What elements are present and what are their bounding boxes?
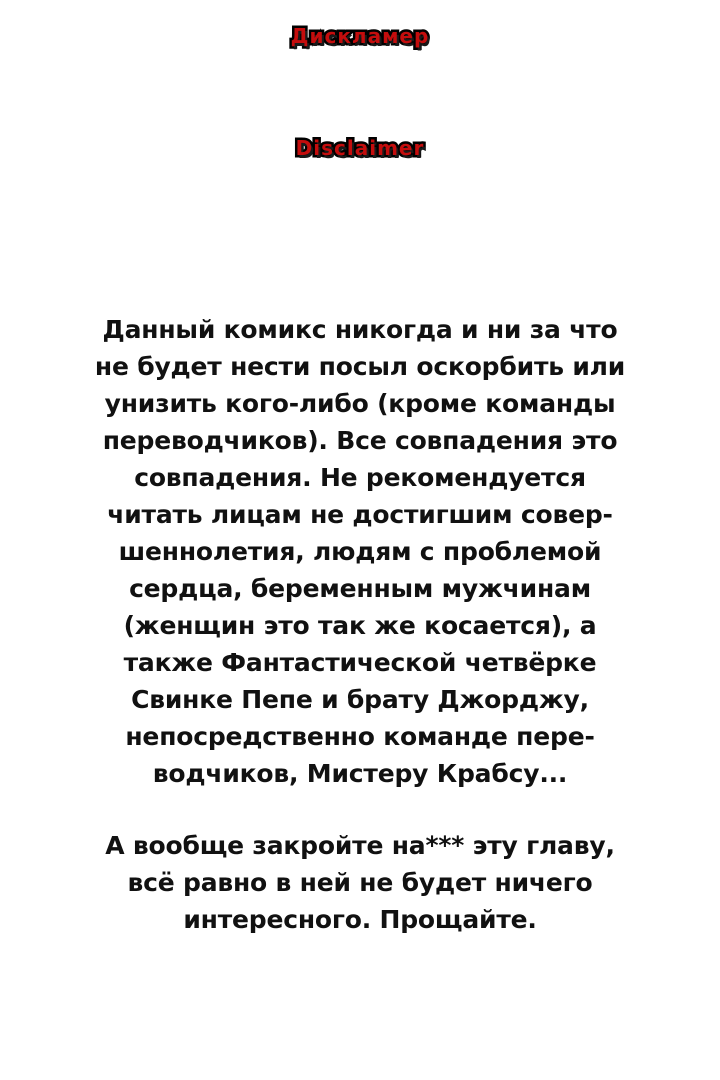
text-line: всё равно в ней не будет ничего	[127, 868, 593, 897]
closing-paragraph	[60, 827, 660, 938]
text-line: А вообще закройте на*** эту главу,	[105, 831, 615, 860]
text-line: водчиков, Мистеру Крабсу...	[152, 759, 568, 788]
title-russian: Дискламер	[290, 24, 430, 48]
text-line: интересного. Прощайте.	[183, 905, 537, 934]
text-line: непосредственно команде пере-	[125, 722, 595, 751]
text-line: также Фантастической четвёрке	[123, 648, 597, 677]
text-line: читать лицам не достигшим совер-	[107, 500, 613, 529]
text-line: унизить кого-либо (кроме команды	[104, 389, 616, 418]
text-line: переводчиков). Все совпадения это	[102, 426, 618, 455]
text-line: сердца, беременным мужчинам	[129, 574, 591, 603]
text-line: (женщин это так же косается), а	[123, 611, 597, 640]
disclaimer-paragraph	[60, 311, 660, 792]
text-line: совпадения. Не рекомендуется	[134, 463, 586, 492]
text-line: не будет нести посыл оскорбить или	[94, 352, 626, 381]
title-english: Disclaimer	[295, 136, 425, 160]
text-line: Свинке Пепе и брату Джорджу,	[131, 685, 589, 714]
text-line: шеннолетия, людям с проблемой	[118, 537, 602, 566]
text-line: Данный комикс никогда и ни за что	[102, 315, 618, 344]
